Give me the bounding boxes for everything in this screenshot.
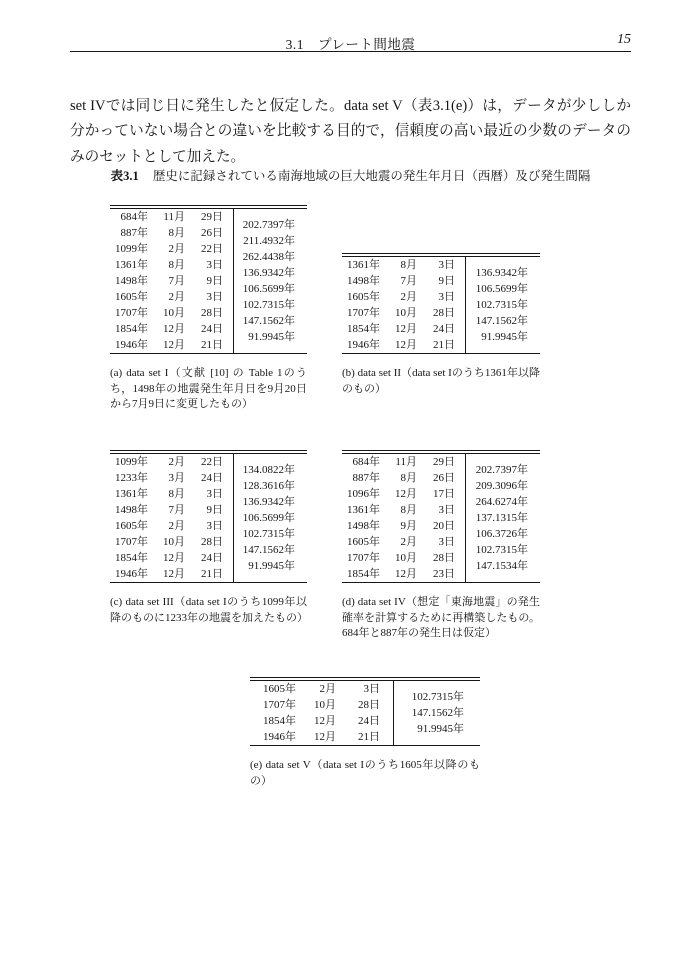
subtable-e-caption: (e) data set V（data set Iのうち1605年以降のもの） — [250, 759, 480, 787]
date-row — [110, 209, 233, 225]
year-cell: 1707年 — [263, 699, 296, 711]
year-cell: 1946年 — [347, 339, 380, 351]
month-cell: 12月 — [395, 323, 417, 335]
header-rule — [70, 51, 631, 52]
year-cell: 1099年 — [115, 456, 148, 468]
date-row — [110, 534, 233, 550]
interval-column — [465, 257, 540, 353]
date-row — [250, 729, 393, 745]
month-cell: 12月 — [395, 568, 417, 580]
interval-column — [233, 209, 307, 353]
date-row — [342, 289, 465, 305]
date-columns — [342, 454, 465, 582]
subtable-c-grid — [110, 450, 307, 583]
month-cell: 2月 — [168, 456, 185, 468]
date-row — [110, 321, 233, 337]
month-cell: 10月 — [395, 552, 417, 564]
interval-value: 134.0822年 — [242, 464, 295, 476]
month-cell: 8月 — [400, 259, 417, 271]
date-columns — [250, 681, 393, 745]
day-cell: 29日 — [433, 456, 455, 468]
day-cell: 26日 — [433, 472, 455, 484]
year-cell: 1361年 — [115, 259, 148, 271]
day-cell: 3日 — [206, 488, 223, 500]
day-cell: 28日 — [201, 307, 223, 319]
month-cell: 2月 — [319, 683, 336, 695]
table-caption-label: 表3.1 — [110, 169, 139, 183]
subtable-a-caption: (a) data set I（文献 [10] の Table 1のうち，1498年の地震発生年月日を9月20日から7月9日に変更したもの） — [110, 367, 307, 410]
interval-column — [393, 681, 480, 745]
date-columns — [110, 209, 233, 353]
date-row — [250, 713, 393, 729]
date-row — [250, 697, 393, 713]
interval-value: 147.1562年 — [242, 544, 295, 556]
interval-value: 136.9342年 — [475, 267, 528, 279]
month-cell: 12月 — [163, 568, 185, 580]
year-cell: 1854年 — [115, 552, 148, 564]
year-cell: 1854年 — [347, 323, 380, 335]
day-cell: 24日 — [201, 323, 223, 335]
interval-value: 102.7315年 — [475, 299, 528, 311]
year-cell: 1605年 — [263, 683, 296, 695]
year-cell: 1707年 — [347, 307, 380, 319]
interval-value: 147.1534年 — [475, 560, 528, 572]
interval-value: 91.9945年 — [248, 560, 295, 572]
subtable-c-caption: (c) data set III（data set Iのうち1099年以降のものに1233年の地震を加えたもの） — [110, 596, 308, 624]
month-cell: 12月 — [395, 339, 417, 351]
month-cell: 8月 — [400, 472, 417, 484]
year-cell: 1946年 — [115, 568, 148, 580]
interval-value: 137.1315年 — [475, 512, 528, 524]
year-cell: 1498年 — [115, 504, 148, 516]
day-cell: 23日 — [433, 568, 455, 580]
interval-value: 102.7315年 — [411, 691, 464, 703]
interval-value: 147.1562年 — [475, 315, 528, 327]
interval-value: 202.7397年 — [242, 219, 295, 231]
date-row — [342, 470, 465, 486]
page-number: 15 — [617, 32, 631, 47]
day-cell: 28日 — [358, 699, 380, 711]
year-cell: 1707年 — [115, 536, 148, 548]
month-cell: 2月 — [400, 291, 417, 303]
day-cell: 28日 — [433, 552, 455, 564]
day-cell: 24日 — [201, 472, 223, 484]
date-row — [110, 273, 233, 289]
date-row — [110, 289, 233, 305]
date-row — [110, 241, 233, 257]
day-cell: 21日 — [201, 568, 223, 580]
year-cell: 1946年 — [115, 339, 148, 351]
interval-value: 91.9945年 — [481, 331, 528, 343]
interval-value: 106.3726年 — [475, 528, 528, 540]
date-row — [342, 566, 465, 582]
year-cell: 1233年 — [115, 472, 148, 484]
year-cell: 1707年 — [115, 307, 148, 319]
month-cell: 10月 — [163, 307, 185, 319]
year-cell: 1361年 — [115, 488, 148, 500]
year-cell: 1096年 — [347, 488, 380, 500]
year-cell: 887年 — [352, 472, 380, 484]
date-row — [342, 337, 465, 353]
year-cell: 1854年 — [115, 323, 148, 335]
month-cell: 12月 — [163, 323, 185, 335]
body-paragraph: set IVでは同じ日に発生したと仮定した。data set V（表3.1(e)）は，データが少ししか分かっていない場合との違いを比較する目的で，信頼度の高い最近の少数のデータのみのセットとして加えた。 — [70, 97, 631, 165]
month-cell: 8月 — [400, 504, 417, 516]
day-cell: 3日 — [438, 291, 455, 303]
date-row — [110, 566, 233, 582]
interval-value: 102.7315年 — [242, 528, 295, 540]
year-cell: 684年 — [120, 211, 148, 223]
year-cell: 1498年 — [347, 520, 380, 532]
date-row — [342, 534, 465, 550]
date-row — [110, 550, 233, 566]
year-cell: 1498年 — [347, 275, 380, 287]
interval-value: 262.4438年 — [242, 251, 295, 263]
day-cell: 24日 — [433, 323, 455, 335]
day-cell: 3日 — [206, 259, 223, 271]
year-cell: 1361年 — [347, 504, 380, 516]
day-cell: 21日 — [201, 339, 223, 351]
day-cell: 9日 — [206, 275, 223, 287]
date-row — [342, 502, 465, 518]
subtable-b — [342, 253, 540, 397]
day-cell: 29日 — [201, 211, 223, 223]
interval-value: 136.9342年 — [242, 267, 295, 279]
day-cell: 3日 — [206, 520, 223, 532]
month-cell: 10月 — [395, 307, 417, 319]
month-cell: 12月 — [163, 339, 185, 351]
day-cell: 20日 — [433, 520, 455, 532]
date-row — [110, 470, 233, 486]
interval-value: 91.9945年 — [417, 723, 464, 735]
month-cell: 8月 — [168, 227, 185, 239]
date-row — [110, 486, 233, 502]
date-columns — [110, 454, 233, 582]
subtable-d — [342, 450, 540, 642]
interval-value: 106.5699年 — [475, 283, 528, 295]
day-cell: 28日 — [433, 307, 455, 319]
interval-value: 202.7397年 — [475, 464, 528, 476]
date-row — [110, 305, 233, 321]
interval-value: 136.9342年 — [242, 496, 295, 508]
date-row — [342, 321, 465, 337]
month-cell: 12月 — [163, 552, 185, 564]
day-cell: 9日 — [206, 504, 223, 516]
date-row — [342, 257, 465, 273]
year-cell: 1605年 — [347, 291, 380, 303]
year-cell: 1605年 — [347, 536, 380, 548]
subtable-b-caption: (b) data set II（data set Iのうち1361年以降のもの） — [342, 367, 540, 395]
day-cell: 24日 — [358, 715, 380, 727]
month-cell: 12月 — [314, 731, 336, 743]
date-columns — [342, 257, 465, 353]
date-row — [110, 518, 233, 534]
interval-value: 106.5699年 — [242, 283, 295, 295]
section-header: 3.1 プレート間地震 — [285, 37, 416, 52]
day-cell: 24日 — [201, 552, 223, 564]
interval-value: 102.7315年 — [242, 299, 295, 311]
date-row — [342, 518, 465, 534]
month-cell: 12月 — [395, 488, 417, 500]
day-cell: 3日 — [438, 259, 455, 271]
date-row — [250, 681, 393, 697]
table-caption — [70, 166, 631, 184]
month-cell: 3月 — [168, 472, 185, 484]
year-cell: 1854年 — [263, 715, 296, 727]
date-row — [110, 454, 233, 470]
month-cell: 10月 — [163, 536, 185, 548]
year-cell: 1946年 — [263, 731, 296, 743]
subtable-d-caption: (d) data set IV（想定「東海地震」の発生確率を計算するために再構築したもの。684年と887年の発生日は仮定） — [342, 596, 540, 639]
date-row — [342, 486, 465, 502]
month-cell: 10月 — [314, 699, 336, 711]
interval-value: 147.1562年 — [242, 315, 295, 327]
interval-value: 102.7315年 — [475, 544, 528, 556]
date-row — [342, 273, 465, 289]
year-cell: 1854年 — [347, 568, 380, 580]
date-row — [110, 502, 233, 518]
month-cell: 12月 — [314, 715, 336, 727]
date-row — [342, 305, 465, 321]
interval-value: 106.5699年 — [242, 512, 295, 524]
year-cell: 1605年 — [115, 291, 148, 303]
year-cell: 887年 — [120, 227, 148, 239]
day-cell: 3日 — [206, 291, 223, 303]
month-cell: 2月 — [168, 243, 185, 255]
month-cell: 11月 — [395, 456, 417, 468]
interval-value: 264.6274年 — [475, 496, 528, 508]
day-cell: 3日 — [438, 536, 455, 548]
interval-value: 209.3096年 — [475, 480, 528, 492]
day-cell: 21日 — [433, 339, 455, 351]
day-cell: 17日 — [433, 488, 455, 500]
day-cell: 3日 — [438, 504, 455, 516]
month-cell: 2月 — [168, 520, 185, 532]
subtable-a — [110, 205, 307, 413]
date-row — [342, 550, 465, 566]
subtable-c — [110, 450, 307, 626]
subtable-d-grid — [342, 450, 540, 583]
interval-value: 128.3616年 — [242, 480, 295, 492]
month-cell: 7月 — [168, 275, 185, 287]
subtable-a-grid — [110, 205, 307, 354]
interval-value: 211.4932年 — [243, 235, 295, 247]
date-row — [342, 454, 465, 470]
date-row — [110, 225, 233, 241]
month-cell: 2月 — [168, 291, 185, 303]
day-cell: 21日 — [358, 731, 380, 743]
year-cell: 684年 — [352, 456, 380, 468]
date-row — [110, 337, 233, 353]
interval-column — [233, 454, 307, 582]
year-cell: 1099年 — [115, 243, 148, 255]
day-cell: 22日 — [201, 456, 223, 468]
month-cell: 8月 — [168, 259, 185, 271]
year-cell: 1361年 — [347, 259, 380, 271]
month-cell: 8月 — [168, 488, 185, 500]
day-cell: 28日 — [201, 536, 223, 548]
subtable-b-grid — [342, 253, 540, 354]
date-row — [110, 257, 233, 273]
month-cell: 11月 — [163, 211, 185, 223]
day-cell: 22日 — [201, 243, 223, 255]
month-cell: 7月 — [400, 275, 417, 287]
interval-value: 147.1562年 — [411, 707, 464, 719]
interval-column — [465, 454, 540, 582]
subtable-e-grid — [250, 677, 480, 746]
year-cell: 1498年 — [115, 275, 148, 287]
month-cell: 2月 — [400, 536, 417, 548]
month-cell: 7月 — [168, 504, 185, 516]
interval-value: 91.9945年 — [248, 331, 295, 343]
day-cell: 3日 — [363, 683, 380, 695]
day-cell: 9日 — [438, 275, 455, 287]
table-caption-text: 歴史に記録されている南海地域の巨大地震の発生年月日（西暦）及び発生間隔 — [152, 169, 591, 183]
subtable-e — [250, 677, 480, 789]
year-cell: 1707年 — [347, 552, 380, 564]
year-cell: 1605年 — [115, 520, 148, 532]
month-cell: 9月 — [400, 520, 417, 532]
day-cell: 26日 — [201, 227, 223, 239]
